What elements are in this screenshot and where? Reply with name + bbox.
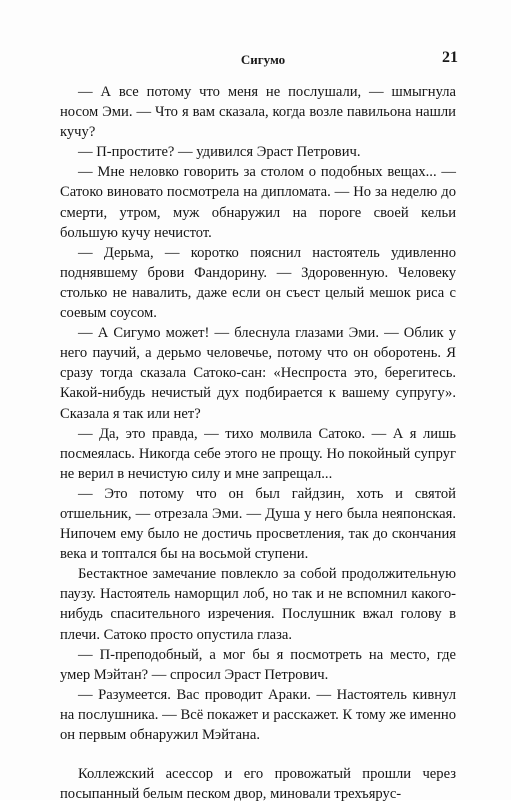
page-number: 21: [442, 49, 458, 66]
paragraph: — Дерьма, — коротко пояснил настоятель удивленно поднявшему брови Фандорину. — Здоровенную. Человеку столько не навалить, даже если он съест целый мешок риса с соевым соусом.: [60, 244, 456, 322]
section-break: [60, 745, 456, 764]
running-head: [68, 49, 458, 73]
paragraph: — П-простите? — удивился Эраст Петрович.: [78, 144, 361, 161]
body-text: [60, 82, 456, 804]
paragraph: — Разумеется. Вас проводит Араки. — Настоятель кивнул на послушника. — Всё покажет и расскажет. К тому же именно он первым обнаружил Мэйтана.: [60, 686, 456, 743]
paragraph: Бестактное замечание повлекло за собой продолжительную паузу. Настоятель наморщил лоб, но так и не вспомнил какого-нибудь спасительного изречения. Послушник вжал голову в плечи. Сатоко просто опустила глаза.: [60, 566, 456, 643]
paragraph: — Да, это правда, — тихо молвила Сатоко. — А я лишь посмеялась. Никогда себе этого не прощу. Но покойный супруг не верил в нечистую силу и мне запрещал...: [60, 425, 456, 482]
paragraph: — А Сигумо может! — блеснула глазами Эми. — Облик у него паучий, а дерьмо человечье, потому что он оборотень. Я сразу тогда сказала Сатоко-сан: «Неспроста это, берегитесь. Какой-нибудь нечистый дух подбирается к вашему супругу». Сказала я так или нет?: [60, 325, 456, 422]
paragraph: Коллежский асессор и его провожатый прошли через посыпанный белым песком двор, миновали трехъярус-: [60, 766, 456, 803]
running-title: Сигумо: [240, 52, 286, 67]
paragraph: — А все потому что меня не послушали, — шмыгнула носом Эми. — Что я вам сказала, когда возле павильона нашли кучу?: [60, 84, 456, 141]
paragraph: — П-преподобный, а мог бы я посмотреть на место, где умер Мэйтан? — спросил Эраст Петрович.: [60, 646, 456, 683]
paragraph: — Мне неловко говорить за столом о подобных вещах... — Сатоко виновато посмотрела на дипломата. — Но за неделю до смерти, утром, муж обнаружил на пороге своей кельи большую кучу нечистот.: [60, 164, 456, 241]
paragraph: — Это потому что он был гайдзин, хоть и святой отшельник, — отрезала Эми. — Душа у него была неяпонская. Нипочем ему было не достичь просветления, так до скончания века и топтался бы на восьмой ступени.: [60, 485, 456, 563]
